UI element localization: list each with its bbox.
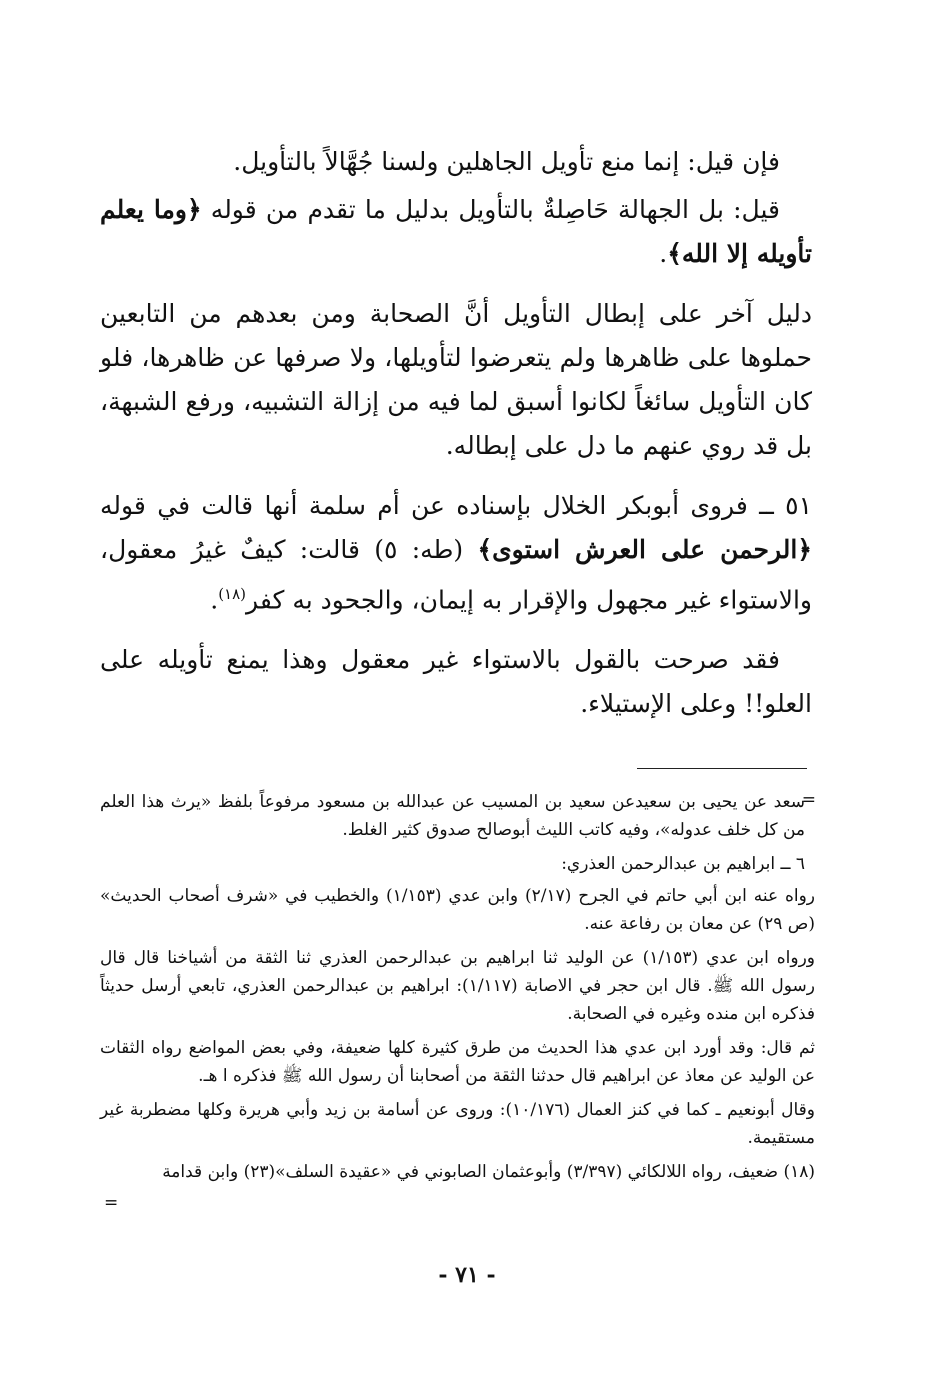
reply-end: . [659,239,668,268]
main-text [100,140,812,726]
narration-text: ٥١ ــ فروى أبوبكر الخلال بإسناده عن أم سلمة أنها قالت في قوله [100,491,812,520]
narration-end: . [210,585,219,615]
continuation-mark: = [801,790,816,810]
footnotes [100,788,815,1192]
footnote-18: (١٨) ضعيف، رواه اللالكائي (٣/٣٩٧) وأبوعثمان الصابوني في «عقيدة السلف»(٢٣) وابن قدامة [162,1162,815,1182]
footnote-divider [637,768,807,769]
footnote-item-6-paragraph: وقال أبونعيم ـ كما في كنز العمال (١٠/١٧٦): وروى عن أسامة بن زيد وأبي هريرة وكلها مضطربة غير مستقيمة. [100,1100,815,1148]
paragraph-evidence: دليل آخر على إبطال التأويل أنَّ الصحابة ومن بعدهم من التابعين حملوها على ظاهرها ولم يتعرضوا لتأويلها، ولا صرفها عن ظاهرها، فلو كان التأويل سائغاً لكانوا أسبق لما فيه من إزالة التشبيه، ورفع الشبهة، بل قد روي عنهم ما دل على إبطاله. [100,299,812,460]
footnote-item-6-paragraph: ثم قال: وقد أورد ابن عدي هذا الحديث من طرق كثيرة كلها ضعيفة، وفي بعض المواضع رواه الثقات عن الوليد عن معاذ عن ابراهيم قال حدثنا الثقة من أصحابنا أن رسول الله ﷺ فذكره ا هـ. [100,1038,815,1086]
continuation-mark-bottom: = [104,1193,119,1213]
quran-quote-istawa: ﴿الرحمن على العرش استوى﴾ [477,535,813,564]
footnote-ref-18: (١٨) [218,585,247,603]
page-number: - ٧١ - [438,1262,496,1288]
reply-text: قيل: بل الجهالة حَاصِلةٌ بالتأويل بدليل ما تقدم من قوله [201,195,780,224]
paragraph-reply [100,188,812,276]
footnote-item-6-head: ٦ ــ ابراهيم بن عبدالرحمن العذري: [561,854,805,874]
paragraph-objection: فإن قيل: إنما منع تأويل الجاهلين ولسنا جُهَّالاً بالتأويل. [233,147,780,176]
narration-rest: (طه: ٥) قالت: كيفٌ غيرُ معقول، والاستواء غير مجهول والإقرار به إيمان، والجحود به كفر [100,535,812,615]
paragraph-narration-51 [100,484,812,622]
footnote-item-6-paragraph: رواه عنه ابن أبي حاتم في الجرح (٢/١٧) وابن عدي (١/١٥٣) والخطيب في «شرف أصحاب الحديث» (ص ٢٩) عن معان بن رفاعة عنه. [100,886,815,934]
quran-quote-ta-wil: ﴿وما يعلم تأويله إلا الله﴾ [100,195,812,268]
paragraph-conclusion: فقد صرحت بالقول بالاستواء غير معقول وهذا يمنع تأويله على العلو!! وعلى الإستيلاء. [100,645,812,719]
footnote-item-6-paragraph: ورواه ابن عدي (١/١٥٣) عن الوليد ثنا ابراهيم بن عبدالرحمن العذري ثنا الثقة من أشياخنا قال قال رسول الله ﷺ. قال ابن حجر في الاصابة (١/١١٧): ابراهيم بن عبدالرحمن العذري، تابعي أرسل حديثاً فذكره ابن منده وغيره في الصحابة. [100,948,815,1024]
footnote-continuation: سعد عن يحيى بن سعيدعن سعيد بن المسيب عن عبدالله بن مسعود مرفوعاً بلفظ «يرث هذا العلم من كل خلف عدوله»، وفيه كاتب الليث أبوصالح صدوق كثير الغلط. [100,792,805,840]
